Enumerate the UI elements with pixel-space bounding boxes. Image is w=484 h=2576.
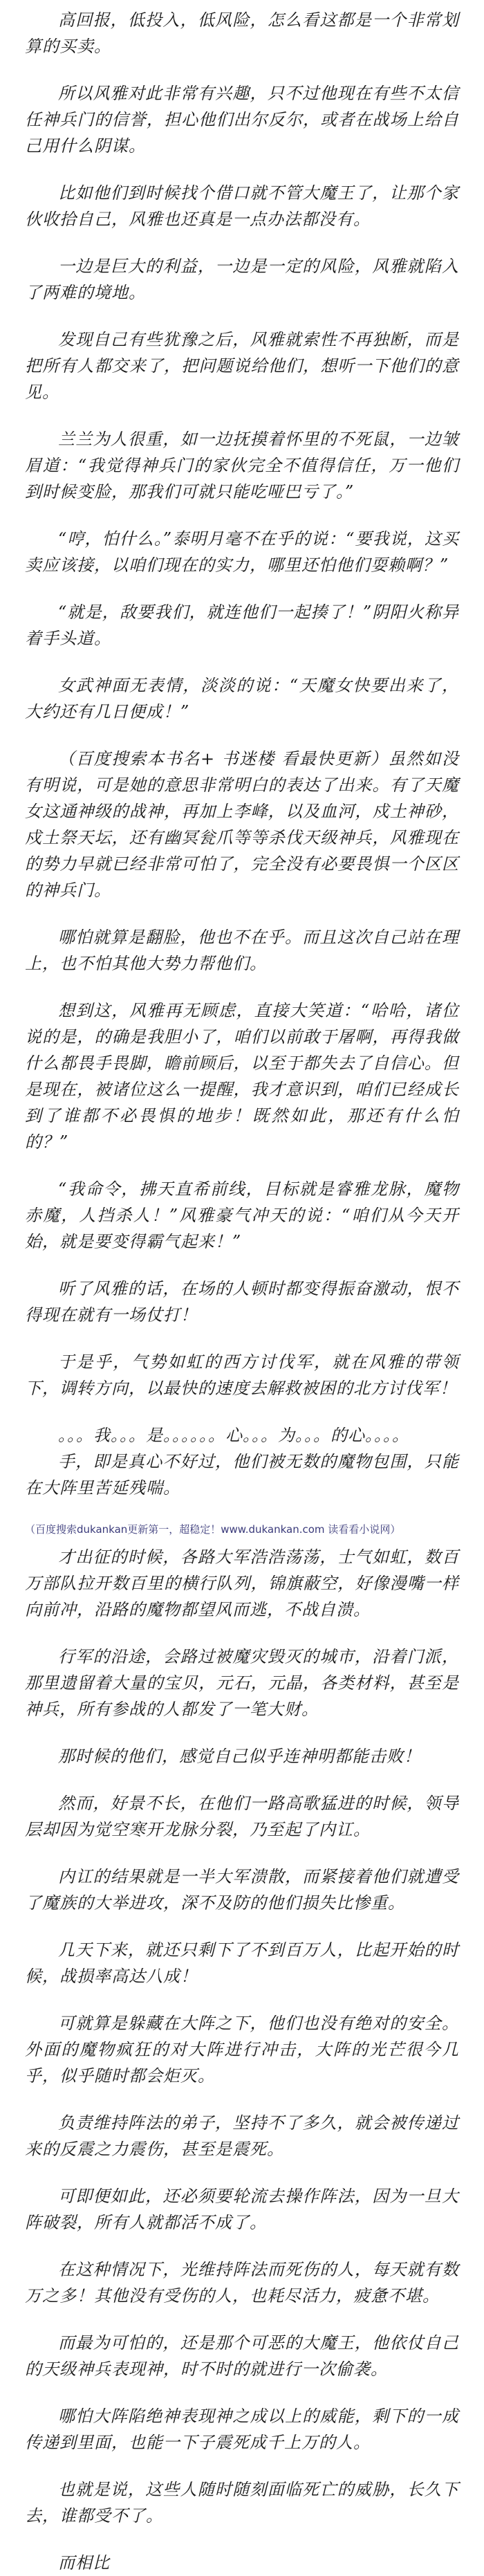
paragraph: 内讧的结果就是一半大军溃散，而紧接着他们就遭受了魔族的大举进攻，深不及防的他们损失比惨重。 — [25, 1867, 459, 1913]
paragraph: 想到这，风雅再无顾虑，直接大笑道：“哈哈，诸位说的是，的确是我胆小了，咱们以前敢于屠啊，再得我做什么都畏手畏脚，瞻前顾后，以至于都失去了自信心。但是现在，被诸位这么一提醒，我才意识到，咱们已经成长到了谁都不必畏惧的地步！既然如此，那还有什么怕的？” — [25, 1001, 459, 1152]
paragraph: （百度搜索本书名+ 书迷楼 看最快更新）虽然如没有明说，可是她的意思非常明白的表达了出来。有了天魔女这通神级的战神，再加上李峰，以及血河，戍土神砂，戍土祭天坛，还有幽冥瓮爪等等杀伐天级神兵，风雅现在的势力早就已经非常可怕了，完全没有必要畏惧一个区区的神兵门。 — [25, 749, 459, 900]
paragraph: 发现自己有些犹豫之后，风雅就索性不再独断，而是把所有人都交来了，把问题说给他们，想听一下他们的意见。 — [25, 330, 459, 402]
paragraph: 而最为可怕的，还是那个可恶的大魔王，他依仗自己的天级神兵表现神，时不时的就进行一次偷袭。 — [25, 2333, 459, 2379]
paragraph: 才出征的时候，各路大军浩浩荡荡，士气如虹，数百万部队拉开数百里的横行队列，锦旗蔽空，好像漫嘴一样向前冲，沿路的魔物都望风而逃，不战自溃。 — [25, 1547, 459, 1619]
paragraph: “就是，敌要我们，就连他们一起揍了！”阴阳火称异着手头道。 — [25, 602, 459, 648]
paragraph: 高回报，低投入，低风险，怎么看这都是一个非常划算的买卖。 — [25, 10, 459, 56]
paragraph: 哪怕就算是翻脸，他也不在乎。而且这次自己站在理上，也不怕其他大势力帮他们。 — [25, 928, 459, 973]
paragraph: 手，即是真心不好过，他们被无数的魔物包围，只能在大阵里苦延残喘。 — [25, 1452, 459, 1498]
paragraph: 可就算是躲藏在大阵之下，他们也没有绝对的安全。外面的魔物疯狂的对大阵进行冲击，大阵的光芒很今几乎，似乎随时都会炬灭。 — [25, 2014, 459, 2086]
paragraph: 在这种情况下，光维持阵法而死伤的人，每天就有数万之多！其他没有受伤的人，也耗尽活力，疲惫不堪。 — [25, 2260, 459, 2306]
paragraph: 所以风雅对此非常有兴趣，只不过他现在有些不太信任神兵门的信誉，担心他们出尔反尔，或者在战场上给自己用什么阴谋。 — [25, 84, 459, 156]
paragraph: 于是乎，气势如虹的西方讨伐军，就在风雅的带领下，调转方向，以最快的速度去解救被困的北方讨伐军！ — [25, 1352, 459, 1398]
paragraph: 一边是巨大的利益，一边是一定的风险，风雅就陷入了两难的境地。 — [25, 257, 459, 302]
paragraph: 然而，好景不长，在他们一路高歌猛进的时候，领导层却因为觉空寒开龙脉分裂，乃至起了内讧。 — [25, 1794, 459, 1839]
paragraph: 行军的沿途，会路过被魔灾毁灭的城市，沿着门派，那里遗留着大量的宝贝，元石，元晶，各类材料，甚至是神兵，所有参战的人都发了一笔大财。 — [25, 1647, 459, 1719]
paragraph: 可即便如此，还必须要轮流去操作阵法，因为一旦大阵破裂，所有人就都活不成了。 — [25, 2187, 459, 2232]
paragraph: 哪怕大阵陷绝神表现神之成以上的威能，剩下的一成传递到里面，也能一下子震死成千上万的人。 — [25, 2407, 459, 2452]
paragraph: 比如他们到时候找个借口就不管大魔王了，让那个家伙收拾自己，风雅也还真是一点办法都没有。 — [25, 183, 459, 229]
paragraph: 女武神面无表情，淡淡的说：“天魔女快要出来了，大约还有几日便成！” — [25, 676, 459, 721]
garbled-separator-line: 。。。我。。。是。。。。。。心。。。为。。。的心。。。。 — [58, 1426, 409, 1445]
paragraph: 负责维持阵法的弟子，坚持不了多久，就会被传递过来的反震之力震伤，甚至是震死。 — [25, 2113, 459, 2159]
paragraph: 也就是说，这些人随时随刻面临死亡的威胁，长久下去，谁都受不了。 — [25, 2480, 459, 2526]
paragraph: 而相比 — [58, 2553, 110, 2573]
site-notice: （百度搜索dukankan更新第一，超稳定！www.dukankan.com 读看看小说网） — [25, 1523, 401, 1536]
paragraph: 那时候的他们，感觉自己似乎连神明都能击败！ — [58, 1747, 421, 1766]
paragraph: 几天下来，就还只剩下了不到百万人，比起开始的时候，战损率高达八成！ — [25, 1940, 459, 1986]
paragraph: “哼，怕什么。”泰明月毫不在乎的说：“要我说，这买卖应该接，以咱们现在的实力，哪里还怕他们耍赖啊？” — [25, 529, 459, 575]
paragraph: “我命令，拂天直希前线，目标就是睿雅龙脉，魔物赤魔，人挡杀人！”风雅豪气冲天的说：“咱们从今天开始，就是要变得霸气起来！” — [25, 1179, 459, 1251]
paragraph: 听了风雅的话，在场的人顿时都变得振奋激动，恨不得现在就有一场仗打！ — [25, 1279, 459, 1325]
paragraph: 兰兰为人很重，如一边抚摸着怀里的不死鼠，一边皱眉道：“我觉得神兵门的家伙完全不值得信任，万一他们到时候变脸，那我们可就只能吃哑巴亏了。” — [25, 430, 459, 502]
